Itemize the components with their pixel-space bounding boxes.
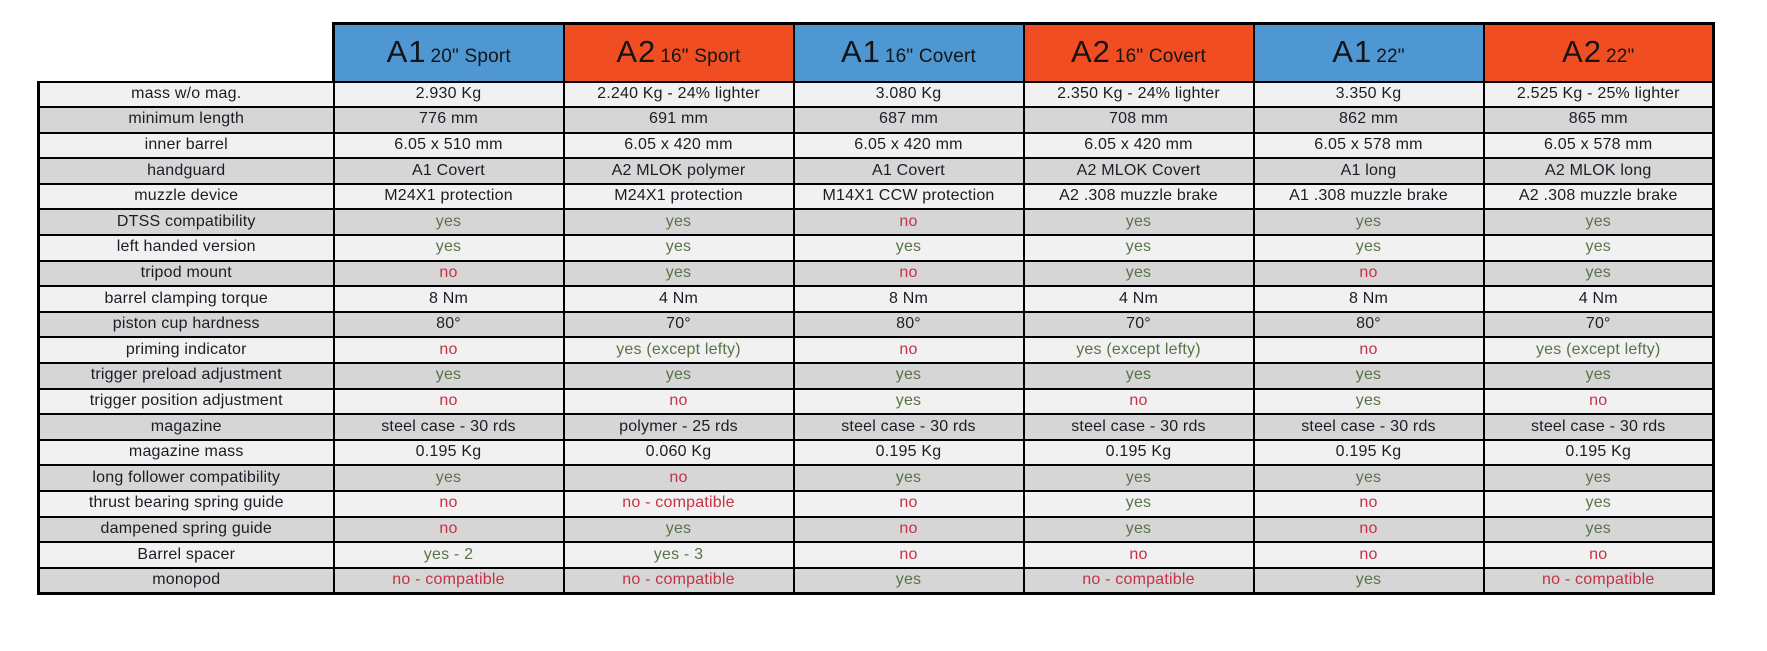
spec-value: yes	[1254, 363, 1484, 389]
spec-value: 3.080 Kg	[794, 82, 1024, 108]
spec-row	[39, 542, 1714, 568]
spec-value: no	[334, 517, 564, 543]
model-label: A2	[1562, 34, 1602, 70]
spec-label: tripod mount	[39, 261, 334, 287]
spec-label: trigger preload adjustment	[39, 363, 334, 389]
spec-value: yes	[1484, 491, 1714, 517]
spec-value: yes	[1484, 235, 1714, 261]
comparison-table	[37, 22, 1715, 595]
spec-value: yes	[564, 261, 794, 287]
spec-value: no	[1484, 389, 1714, 415]
variant-label: 22"	[1376, 46, 1405, 68]
spec-value: 6.05 x 510 mm	[334, 133, 564, 159]
spec-value: 70°	[1024, 312, 1254, 338]
table-body	[39, 82, 1714, 594]
spec-value: yes (except lefty)	[564, 337, 794, 363]
variant-label: 22"	[1605, 46, 1635, 68]
spec-value: yes	[334, 363, 564, 389]
spec-value: yes	[1484, 517, 1714, 543]
spec-value: yes	[1024, 465, 1254, 491]
header-row	[39, 24, 1714, 82]
spec-label: magazine	[39, 414, 334, 440]
spec-value: M24X1 protection	[564, 184, 794, 210]
spec-row	[39, 389, 1714, 415]
spec-value: no - compatible	[1484, 568, 1714, 594]
spec-value: 70°	[564, 312, 794, 338]
spec-value: 4 Nm	[564, 286, 794, 312]
spec-row	[39, 517, 1714, 543]
spec-value: 0.195 Kg	[1024, 440, 1254, 466]
spec-value: steel case - 30 rds	[334, 414, 564, 440]
spec-label: monopod	[39, 568, 334, 594]
spec-value: yes	[1254, 209, 1484, 235]
spec-row	[39, 235, 1714, 261]
spec-label: muzzle device	[39, 184, 334, 210]
spec-row	[39, 261, 1714, 287]
spec-row	[39, 184, 1714, 210]
spec-value: yes	[1484, 261, 1714, 287]
spec-value: no	[794, 337, 1024, 363]
spec-row	[39, 286, 1714, 312]
spec-value: 8 Nm	[794, 286, 1024, 312]
spec-value: 6.05 x 420 mm	[1024, 133, 1254, 159]
spec-value: no	[334, 337, 564, 363]
column-header	[794, 24, 1024, 82]
spec-value: yes	[1024, 517, 1254, 543]
spec-value: yes	[794, 465, 1024, 491]
spec-row	[39, 414, 1714, 440]
spec-value: 80°	[334, 312, 564, 338]
spec-value: no	[1484, 542, 1714, 568]
spec-value: yes	[334, 235, 564, 261]
spec-value: M24X1 protection	[334, 184, 564, 210]
spec-value: 0.195 Kg	[334, 440, 564, 466]
spec-value: no	[1254, 517, 1484, 543]
spec-row	[39, 158, 1714, 184]
spec-value: 4 Nm	[1484, 286, 1714, 312]
spec-value: 6.05 x 578 mm	[1254, 133, 1484, 159]
spec-value: A2 MLOK Covert	[1024, 158, 1254, 184]
spec-value: A2 .308 muzzle brake	[1024, 184, 1254, 210]
spec-value: no	[794, 517, 1024, 543]
spec-value: yes	[1024, 209, 1254, 235]
spec-value: yes	[1024, 235, 1254, 261]
spec-value: 862 mm	[1254, 107, 1484, 133]
spec-value: yes	[1254, 568, 1484, 594]
spec-value: no - compatible	[334, 568, 564, 594]
spec-value: yes	[564, 517, 794, 543]
spec-value: M14X1 CCW protection	[794, 184, 1024, 210]
model-label: A2	[1070, 34, 1111, 70]
spec-value: no	[1254, 337, 1484, 363]
spec-label: left handed version	[39, 235, 334, 261]
spec-value: no	[1254, 261, 1484, 287]
spec-value: 691 mm	[564, 107, 794, 133]
spec-value: 708 mm	[1024, 107, 1254, 133]
spec-value: yes	[334, 209, 564, 235]
spec-value: yes - 2	[334, 542, 564, 568]
spec-value: no	[564, 389, 794, 415]
spec-value: 3.350 Kg	[1254, 82, 1484, 108]
model-label: A2	[616, 34, 657, 70]
spec-label: Barrel spacer	[39, 542, 334, 568]
spec-value: yes	[334, 465, 564, 491]
spec-value: 2.930 Kg	[334, 82, 564, 108]
spec-label: piston cup hardness	[39, 312, 334, 338]
variant-label: 16" Covert	[1114, 46, 1207, 68]
spec-row	[39, 82, 1714, 108]
spec-value: steel case - 30 rds	[1024, 414, 1254, 440]
spec-value: yes	[1024, 491, 1254, 517]
spec-label: magazine mass	[39, 440, 334, 466]
spec-value: yes	[1024, 261, 1254, 287]
column-header	[1484, 24, 1714, 82]
spec-value: no	[334, 389, 564, 415]
column-header	[1024, 24, 1254, 82]
spec-value: 6.05 x 578 mm	[1484, 133, 1714, 159]
spec-value: A2 MLOK long	[1484, 158, 1714, 184]
spec-value: 4 Nm	[1024, 286, 1254, 312]
spec-value: 865 mm	[1484, 107, 1714, 133]
spec-label: trigger position adjustment	[39, 389, 334, 415]
spec-value: steel case - 30 rds	[1254, 414, 1484, 440]
spec-value: 6.05 x 420 mm	[564, 133, 794, 159]
spec-value: yes	[1484, 363, 1714, 389]
spec-value: no	[334, 491, 564, 517]
spec-value: 8 Nm	[334, 286, 564, 312]
model-label: A1	[386, 34, 427, 70]
spec-row	[39, 440, 1714, 466]
spec-value: A2 .308 muzzle brake	[1484, 184, 1714, 210]
spec-value: no	[794, 491, 1024, 517]
variant-label: 16" Sport	[660, 46, 741, 68]
spec-value: polymer - 25 rds	[564, 414, 794, 440]
spec-value: no	[1254, 491, 1484, 517]
spec-value: 776 mm	[334, 107, 564, 133]
spec-value: yes	[1484, 209, 1714, 235]
spec-value: yes	[1254, 235, 1484, 261]
spec-label: minimum length	[39, 107, 334, 133]
spec-label: long follower compatibility	[39, 465, 334, 491]
spec-value: no	[1254, 542, 1484, 568]
spec-value: 80°	[794, 312, 1024, 338]
spec-label: inner barrel	[39, 133, 334, 159]
spec-value: yes (except lefty)	[1484, 337, 1714, 363]
spec-value: no	[334, 261, 564, 287]
column-header	[334, 24, 564, 82]
spec-value: A1 long	[1254, 158, 1484, 184]
spec-value: 0.195 Kg	[1254, 440, 1484, 466]
spec-value: A1 Covert	[794, 158, 1024, 184]
spec-row	[39, 209, 1714, 235]
spec-value: no	[564, 465, 794, 491]
spec-value: no - compatible	[564, 568, 794, 594]
spec-value: no	[1024, 542, 1254, 568]
spec-label: barrel clamping torque	[39, 286, 334, 312]
spec-value: 2.350 Kg - 24% lighter	[1024, 82, 1254, 108]
spec-value: yes	[794, 568, 1024, 594]
spec-label: mass w/o mag.	[39, 82, 334, 108]
spec-value: no	[794, 261, 1024, 287]
spec-value: 0.195 Kg	[1484, 440, 1714, 466]
spec-value: yes - 3	[564, 542, 794, 568]
spec-row	[39, 107, 1714, 133]
blank-corner-cell	[39, 24, 334, 82]
spec-value: A1 Covert	[334, 158, 564, 184]
spec-value: yes	[1484, 465, 1714, 491]
spec-value: 2.525 Kg - 25% lighter	[1484, 82, 1714, 108]
spec-value: 687 mm	[794, 107, 1024, 133]
spec-row	[39, 337, 1714, 363]
spec-value: yes	[1254, 465, 1484, 491]
column-header	[564, 24, 794, 82]
spec-value: yes	[794, 389, 1024, 415]
spec-value: yes	[1254, 389, 1484, 415]
spec-row	[39, 363, 1714, 389]
spec-row	[39, 312, 1714, 338]
spec-value: yes	[564, 363, 794, 389]
spec-value: yes (except lefty)	[1024, 337, 1254, 363]
spec-value: 2.240 Kg - 24% lighter	[564, 82, 794, 108]
spec-value: yes	[564, 209, 794, 235]
spec-value: 0.195 Kg	[794, 440, 1024, 466]
spec-value: 0.060 Kg	[564, 440, 794, 466]
spec-row	[39, 491, 1714, 517]
spec-value: A2 MLOK polymer	[564, 158, 794, 184]
spec-value: steel case - 30 rds	[1484, 414, 1714, 440]
spec-value: 8 Nm	[1254, 286, 1484, 312]
spec-row	[39, 133, 1714, 159]
model-label: A1	[840, 34, 881, 70]
spec-value: no	[1024, 389, 1254, 415]
spec-value: 70°	[1484, 312, 1714, 338]
spec-value: A1 .308 muzzle brake	[1254, 184, 1484, 210]
spec-value: no	[794, 209, 1024, 235]
spec-row	[39, 568, 1714, 594]
spec-value: 6.05 x 420 mm	[794, 133, 1024, 159]
spec-value: steel case - 30 rds	[794, 414, 1024, 440]
spec-label: dampened spring guide	[39, 517, 334, 543]
spec-label: handguard	[39, 158, 334, 184]
spec-value: no	[794, 542, 1024, 568]
spec-label: DTSS compatibility	[39, 209, 334, 235]
spec-label: thrust bearing spring guide	[39, 491, 334, 517]
variant-label: 20" Sport	[430, 46, 511, 68]
model-label: A1	[1332, 34, 1373, 70]
spec-value: yes	[794, 363, 1024, 389]
spec-label: priming indicator	[39, 337, 334, 363]
spec-row	[39, 465, 1714, 491]
spec-value: yes	[1024, 363, 1254, 389]
variant-label: 16" Covert	[884, 46, 977, 68]
column-header	[1254, 24, 1484, 82]
spec-value: yes	[564, 235, 794, 261]
spec-value: no - compatible	[1024, 568, 1254, 594]
spec-value: yes	[794, 235, 1024, 261]
spec-value: no - compatible	[564, 491, 794, 517]
spec-value: 80°	[1254, 312, 1484, 338]
